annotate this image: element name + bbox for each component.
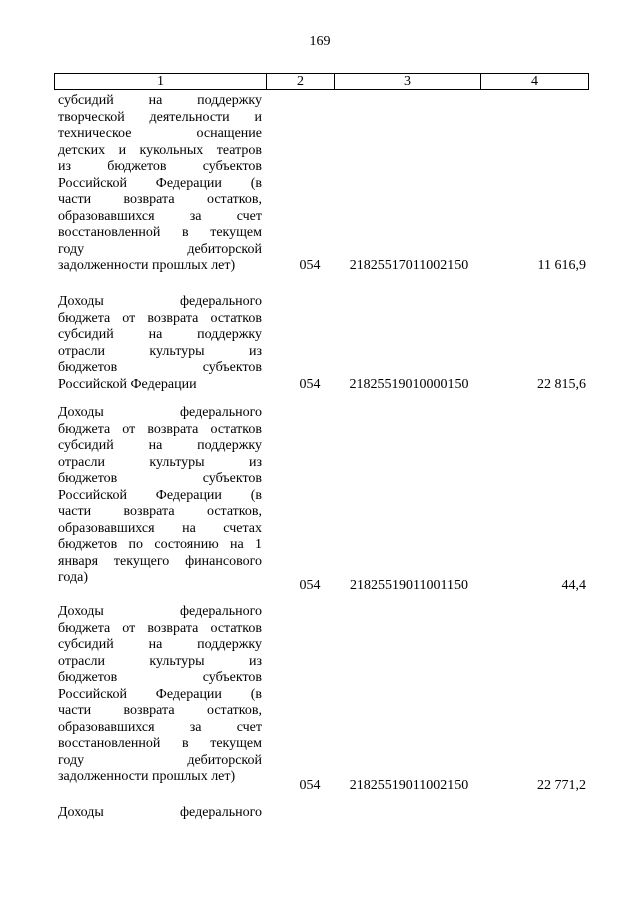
- description-line: отрасли культуры из: [58, 454, 262, 470]
- column-header-table: [54, 73, 589, 90]
- column-header-2: 2: [267, 74, 335, 90]
- description-line: бюджетов субъектов: [58, 360, 262, 375]
- description-line: января текущего финансового: [58, 553, 262, 569]
- amount: 22 771,2: [537, 778, 586, 793]
- description-line: Российской Федерации (в: [58, 175, 262, 191]
- row-description: [58, 405, 262, 587]
- description-line: Доходы федерального: [58, 604, 262, 619]
- description-line: Доходы федерального: [58, 294, 262, 309]
- description-line: задолженности прошлых лет): [58, 258, 236, 273]
- budget-classification-code: 21825519010000150: [349, 377, 469, 392]
- description-line: образовавшихся за счет: [58, 208, 262, 224]
- department-code: 054: [299, 578, 321, 593]
- budget-classification-code: 21825517011002150: [349, 258, 469, 273]
- department-code: 054: [299, 778, 321, 793]
- description-line: образовавшихся за счет: [58, 719, 262, 735]
- description-line: Российской Федерации: [58, 376, 197, 392]
- description-line: образовавшихся на счетах: [58, 520, 262, 536]
- description-line: субсидий на поддержку: [58, 438, 262, 453]
- budget-classification-code: 21825519011001150: [350, 578, 468, 593]
- description-line: творческой деятельности и: [58, 109, 262, 125]
- description-line: субсидий на поддержку: [58, 93, 262, 108]
- description-line: техническое оснащение: [58, 126, 262, 141]
- budget-classification-code: 21825519011002150: [349, 778, 469, 793]
- description-line: части возврата остатков,: [58, 703, 262, 718]
- description-line: из бюджетов субъектов: [58, 159, 262, 174]
- row-description: [58, 805, 262, 822]
- column-header-row: [55, 74, 589, 90]
- description-line: бюджетов субъектов: [58, 670, 262, 685]
- description-line: отрасли культуры из: [58, 343, 262, 359]
- amount: 44,4: [561, 578, 586, 593]
- description-line: Доходы федерального: [58, 805, 262, 820]
- description-line: Доходы федерального: [58, 405, 262, 420]
- description-line: бюджетов по состоянию на 1: [58, 537, 262, 552]
- amount: 11 616,9: [537, 258, 586, 273]
- description-line: бюджета от возврата остатков: [58, 310, 262, 326]
- description-line: части возврата остатков,: [58, 192, 262, 207]
- department-code: 054: [299, 377, 321, 392]
- row-description: [58, 294, 262, 393]
- row-description: [58, 604, 262, 786]
- description-line: субсидий на поддержку: [58, 637, 262, 652]
- description-line: бюджетов субъектов: [58, 471, 262, 486]
- description-line: субсидий на поддержку: [58, 327, 262, 342]
- description-line: Российской Федерации (в: [58, 686, 262, 702]
- description-line: года): [58, 570, 88, 585]
- page-number: 169: [309, 34, 331, 49]
- amount: 22 815,6: [537, 377, 586, 392]
- description-line: задолженности прошлых лет): [58, 769, 236, 784]
- description-line: отрасли культуры из: [58, 653, 262, 669]
- column-header-4: 4: [481, 74, 589, 90]
- description-line: бюджета от возврата остатков: [58, 620, 262, 636]
- description-line: восстановленной в текущем: [58, 225, 262, 240]
- description-line: детских и кукольных театров: [58, 142, 262, 158]
- description-line: Российской Федерации (в: [58, 487, 262, 503]
- column-header-3: 3: [335, 74, 481, 90]
- department-code: 054: [299, 258, 321, 273]
- description-line: бюджета от возврата остатков: [58, 421, 262, 437]
- row-description: [58, 93, 262, 275]
- description-line: восстановленной в текущем: [58, 736, 262, 751]
- description-line: году дебиторской: [58, 752, 262, 768]
- description-line: части возврата остатков,: [58, 504, 262, 519]
- description-line: году дебиторской: [58, 241, 262, 257]
- column-header-1: 1: [55, 74, 267, 90]
